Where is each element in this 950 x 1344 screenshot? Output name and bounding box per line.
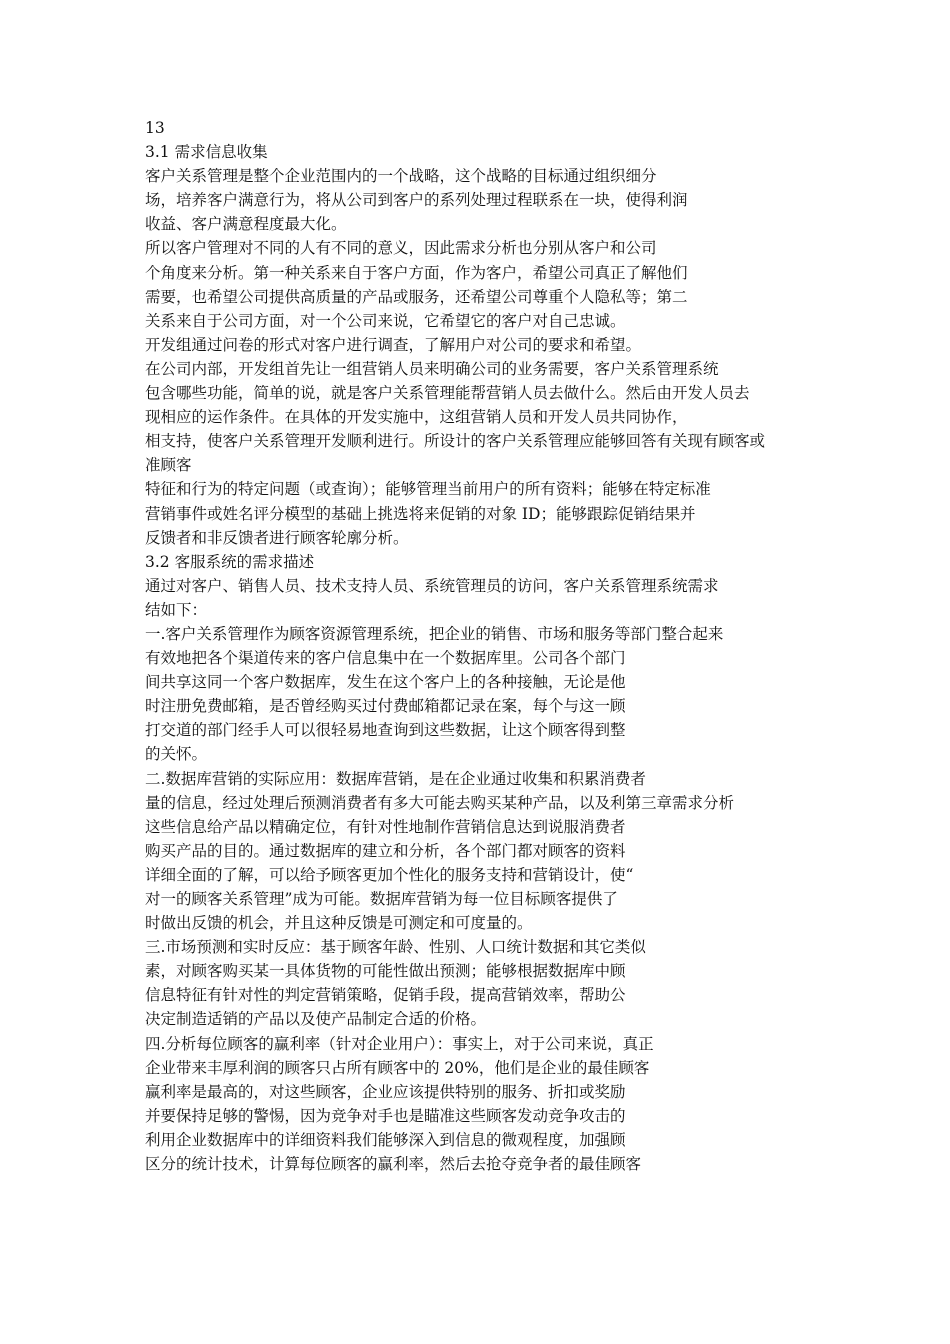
text-line: 二.数据库营销的实际应用：数据库营销，是在企业通过收集和积累消费者: [145, 769, 646, 788]
text-line: 现相应的运作条件。在具体的开发实施中，这组营销人员和开发人员共同协作，: [145, 408, 688, 427]
section-heading-3-2: 3.2 客服系统的需求描述: [145, 552, 315, 571]
text-line: 企业带来丰厚利润的顾客只占所有顾客中的 20%，他们是企业的最佳顾客: [145, 1058, 650, 1077]
text-line: 三.市场预测和实时反应：基于顾客年龄、性别、人口统计数据和其它类似: [145, 938, 646, 957]
text-line: 个角度来分析。第一种关系来自于客户方面，作为客户，希望公司真正了解他们: [145, 263, 688, 282]
text-line: 特征和行为的特定问题（或查询）；能够管理当前用户的所有资料；能够在特定标准: [145, 480, 711, 499]
text-line: 反馈者和非反馈者进行顾客轮廓分析。: [145, 528, 409, 547]
text-line: 的关怀。: [145, 745, 208, 764]
text-line: 详细全面的了解，可以给予顾客更加个性化的服务支持和营销设计，使“: [145, 865, 634, 884]
text-line: 收益、客户满意程度最大化。: [145, 215, 347, 234]
text-line: 需要，也希望公司提供高质量的产品或服务，还希望公司尊重个人隐私等；第二: [145, 287, 688, 306]
text-line: 准顾客: [145, 456, 192, 475]
page-number: 13: [145, 119, 165, 137]
section-heading-3-1: 3.1 需求信息收集: [145, 143, 268, 162]
text-line: 时做出反馈的机会，并且这种反馈是可测定和可度量的。: [145, 914, 533, 933]
text-line: 客户关系管理是整个企业范围内的一个战略，这个战略的目标通过组织细分: [145, 167, 657, 186]
text-line: 包含哪些功能，简单的说，就是客户关系管理能帮营销人员去做什么。然后由开发人员去: [145, 384, 750, 403]
text-line: 购买产品的目的。通过数据库的建立和分析，各个部门都对顾客的资料: [145, 841, 626, 860]
text-line: 间共享这同一个客户数据库，发生在这个客户上的各种接触，无论是他: [145, 673, 626, 692]
text-line: 对一的顾客关系管理”成为可能。数据库营销为每一位目标顾客提供了: [145, 890, 618, 908]
text-line: 通过对客户、销售人员、技术支持人员、系统管理员的访问，客户关系管理系统需求: [145, 576, 719, 595]
text-line: 结如下：: [145, 600, 208, 619]
document-body: [145, 116, 835, 1176]
text-line: 并要保持足够的警惕，因为竞争对手也是瞄准这些顾客发动竞争攻击的: [145, 1106, 626, 1125]
text-line: 相支持，使客户关系管理开发顺利进行。所设计的客户关系管理应能够回答有关现有顾客或: [145, 432, 766, 451]
text-line: 时注册免费邮箱，是否曾经购买过付费邮箱都记录在案，每个与这一顾: [145, 697, 626, 716]
text-line: 四.分析每位顾客的赢利率（针对企业用户）：事实上，对于公司来说，真正: [145, 1034, 654, 1053]
text-line: 在公司内部，开发组首先让一组营销人员来明确公司的业务需要，客户关系管理系统: [145, 359, 719, 378]
text-line: 开发组通过问卷的形式对客户进行调查，了解用户对公司的要求和希望。: [145, 335, 642, 354]
text-line: 决定制造适销的产品以及使产品制定合适的价格。: [145, 1010, 487, 1029]
text-line: 关系来自于公司方面，对一个公司来说，它希望它的客户对自己忠诚。: [145, 311, 626, 330]
text-line: 信息特征有针对性的判定营销策略，促销手段，提高营销效率，帮助公: [145, 986, 626, 1005]
text-line: 赢利率是最高的，对这些顾客，企业应该提供特别的服务、折扣或奖励: [145, 1082, 626, 1101]
text-line: 量的信息，经过处理后预测消费者有多大可能去购买某种产品，以及利第三章需求分析: [145, 793, 735, 812]
text-line: 有效地把各个渠道传来的客户信息集中在一个数据库里。公司各个部门: [145, 649, 626, 668]
text-line: 营销事件或姓名评分模型的基础上挑选将来促销的对象 ID；能够跟踪促销结果并: [145, 504, 696, 523]
text-line: 一.客户关系管理作为顾客资源管理系统，把企业的销售、市场和服务等部门整合起来: [145, 624, 724, 643]
text-line: 打交道的部门经手人可以很轻易地查询到这些数据，让这个顾客得到整: [145, 721, 626, 740]
text-line: 这些信息给产品以精确定位，有针对性地制作营销信息达到说服消费者: [145, 817, 626, 836]
text-line: 区分的统计技术，计算每位顾客的赢利率，然后去抢夺竞争者的最佳顾客: [145, 1155, 642, 1174]
text-line: 所以客户管理对不同的人有不同的意义，因此需求分析也分别从客户和公司: [145, 239, 657, 258]
text-line: 素，对顾客购买某一具体货物的可能性做出预测；能够根据数据库中顾: [145, 962, 626, 981]
text-line: 场，培养客户满意行为，将从公司到客户的系列处理过程联系在一块，使得利润: [145, 191, 688, 210]
text-line: 利用企业数据库中的详细资料我们能够深入到信息的微观程度，加强顾: [145, 1130, 626, 1149]
